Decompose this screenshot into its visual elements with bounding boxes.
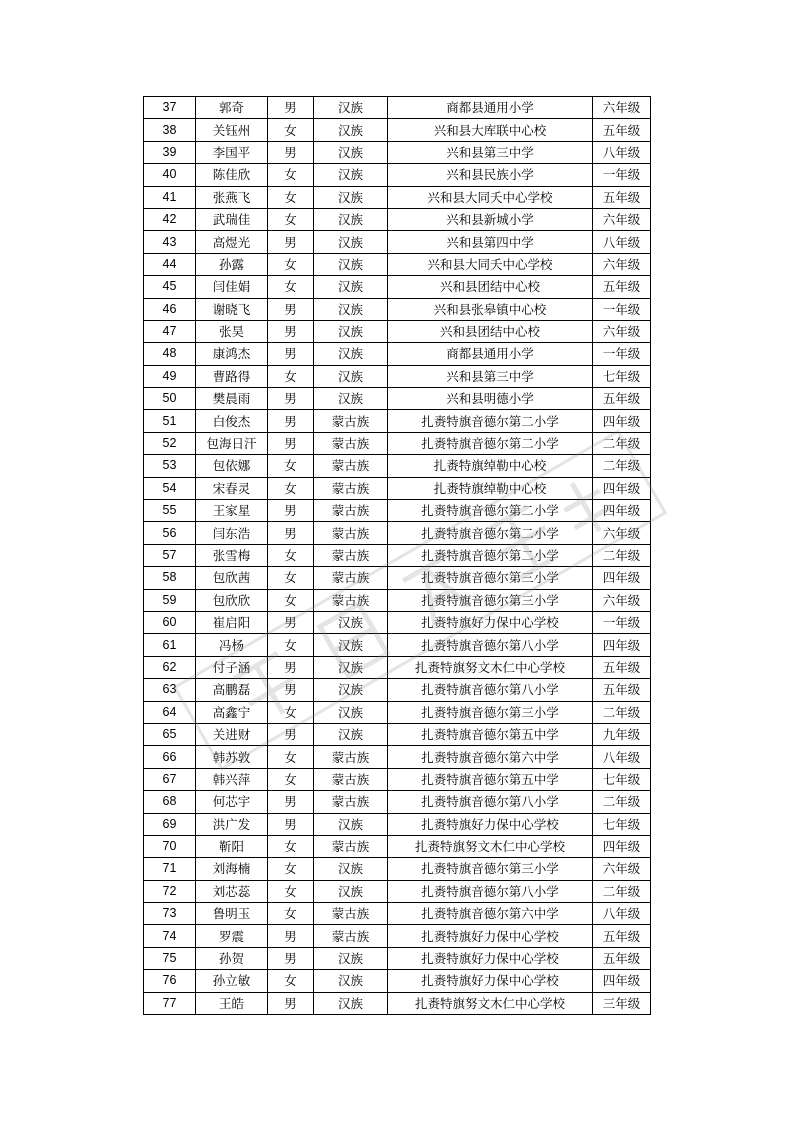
cell-ethnicity: 汉族 xyxy=(314,634,388,656)
cell-name: 靳阳 xyxy=(196,835,268,857)
cell-name: 武瑞佳 xyxy=(196,208,268,230)
cell-grade: 一年级 xyxy=(593,611,651,633)
cell-gender: 男 xyxy=(268,231,314,253)
cell-grade: 五年级 xyxy=(593,186,651,208)
cell-number: 66 xyxy=(144,746,196,768)
cell-number: 67 xyxy=(144,768,196,790)
table-row xyxy=(144,455,651,477)
cell-gender: 男 xyxy=(268,410,314,432)
cell-name: 张昊 xyxy=(196,320,268,342)
cell-name: 孙立敏 xyxy=(196,970,268,992)
cell-ethnicity: 汉族 xyxy=(314,97,388,119)
cell-ethnicity: 汉族 xyxy=(314,164,388,186)
cell-school: 兴和县第三中学 xyxy=(388,365,593,387)
table-row xyxy=(144,320,651,342)
cell-gender: 女 xyxy=(268,746,314,768)
cell-gender: 男 xyxy=(268,388,314,410)
cell-grade: 五年级 xyxy=(593,925,651,947)
cell-number: 77 xyxy=(144,992,196,1014)
cell-number: 43 xyxy=(144,231,196,253)
cell-name: 张燕飞 xyxy=(196,186,268,208)
cell-school: 扎赉特旗音德尔第五中学 xyxy=(388,768,593,790)
cell-name: 孙贺 xyxy=(196,947,268,969)
cell-grade: 五年级 xyxy=(593,679,651,701)
table-row xyxy=(144,432,651,454)
cell-number: 58 xyxy=(144,567,196,589)
cell-name: 曹路得 xyxy=(196,365,268,387)
cell-grade: 七年级 xyxy=(593,768,651,790)
table-row xyxy=(144,410,651,432)
cell-name: 韩苏敦 xyxy=(196,746,268,768)
cell-grade: 二年级 xyxy=(593,455,651,477)
cell-name: 刘芯蕊 xyxy=(196,880,268,902)
cell-ethnicity: 蒙古族 xyxy=(314,567,388,589)
cell-name: 王皓 xyxy=(196,992,268,1014)
cell-ethnicity: 汉族 xyxy=(314,343,388,365)
table-row xyxy=(144,544,651,566)
cell-grade: 四年级 xyxy=(593,835,651,857)
cell-number: 62 xyxy=(144,656,196,678)
cell-gender: 女 xyxy=(268,970,314,992)
table-row xyxy=(144,500,651,522)
cell-number: 54 xyxy=(144,477,196,499)
cell-gender: 男 xyxy=(268,813,314,835)
table-row xyxy=(144,522,651,544)
cell-ethnicity: 蒙古族 xyxy=(314,746,388,768)
cell-number: 74 xyxy=(144,925,196,947)
cell-name: 郭奇 xyxy=(196,97,268,119)
cell-gender: 女 xyxy=(268,455,314,477)
cell-gender: 女 xyxy=(268,208,314,230)
cell-name: 关进财 xyxy=(196,723,268,745)
cell-number: 68 xyxy=(144,791,196,813)
cell-school: 兴和县第三中学 xyxy=(388,141,593,163)
cell-ethnicity: 汉族 xyxy=(314,208,388,230)
cell-gender: 男 xyxy=(268,723,314,745)
cell-grade: 二年级 xyxy=(593,432,651,454)
cell-number: 47 xyxy=(144,320,196,342)
cell-number: 40 xyxy=(144,164,196,186)
cell-school: 兴和县第四中学 xyxy=(388,231,593,253)
table-row xyxy=(144,679,651,701)
cell-ethnicity: 汉族 xyxy=(314,276,388,298)
cell-school: 扎赉特旗音德尔第三小学 xyxy=(388,701,593,723)
cell-grade: 二年级 xyxy=(593,701,651,723)
table-row xyxy=(144,343,651,365)
table-row xyxy=(144,164,651,186)
table-row xyxy=(144,947,651,969)
cell-school: 扎赉特旗音德尔第三小学 xyxy=(388,589,593,611)
cell-number: 48 xyxy=(144,343,196,365)
cell-gender: 男 xyxy=(268,925,314,947)
cell-gender: 男 xyxy=(268,343,314,365)
cell-number: 63 xyxy=(144,679,196,701)
cell-number: 71 xyxy=(144,858,196,880)
cell-ethnicity: 汉族 xyxy=(314,388,388,410)
cell-number: 56 xyxy=(144,522,196,544)
roster-body xyxy=(144,97,651,1015)
cell-school: 兴和县明德小学 xyxy=(388,388,593,410)
cell-number: 53 xyxy=(144,455,196,477)
cell-ethnicity: 蒙古族 xyxy=(314,544,388,566)
cell-number: 52 xyxy=(144,432,196,454)
cell-school: 扎赉特旗音德尔第二小学 xyxy=(388,410,593,432)
table-row xyxy=(144,723,651,745)
cell-school: 扎赉特旗音德尔第八小学 xyxy=(388,880,593,902)
cell-ethnicity: 汉族 xyxy=(314,611,388,633)
cell-grade: 四年级 xyxy=(593,970,651,992)
cell-number: 45 xyxy=(144,276,196,298)
table-row xyxy=(144,611,651,633)
cell-ethnicity: 蒙古族 xyxy=(314,903,388,925)
cell-grade: 四年级 xyxy=(593,410,651,432)
cell-ethnicity: 汉族 xyxy=(314,253,388,275)
cell-gender: 男 xyxy=(268,992,314,1014)
cell-name: 白俊杰 xyxy=(196,410,268,432)
cell-school: 扎赉特旗好力保中心学校 xyxy=(388,970,593,992)
cell-number: 75 xyxy=(144,947,196,969)
cell-gender: 男 xyxy=(268,320,314,342)
cell-gender: 女 xyxy=(268,119,314,141)
table-row xyxy=(144,701,651,723)
table-row xyxy=(144,477,651,499)
cell-school: 扎赉特旗音德尔第八小学 xyxy=(388,634,593,656)
table-row xyxy=(144,298,651,320)
cell-school: 扎赉特旗努文木仁中心学校 xyxy=(388,835,593,857)
cell-grade: 四年级 xyxy=(593,567,651,589)
cell-ethnicity: 汉族 xyxy=(314,723,388,745)
cell-ethnicity: 汉族 xyxy=(314,365,388,387)
cell-gender: 女 xyxy=(268,477,314,499)
table-row xyxy=(144,791,651,813)
cell-number: 65 xyxy=(144,723,196,745)
cell-school: 扎赉特旗绰勒中心校 xyxy=(388,477,593,499)
cell-ethnicity: 汉族 xyxy=(314,992,388,1014)
cell-school: 扎赉特旗好力保中心学校 xyxy=(388,947,593,969)
cell-school: 兴和县张皋镇中心校 xyxy=(388,298,593,320)
cell-ethnicity: 汉族 xyxy=(314,231,388,253)
cell-ethnicity: 汉族 xyxy=(314,656,388,678)
table-row xyxy=(144,656,651,678)
cell-school: 扎赉特旗努文木仁中心学校 xyxy=(388,656,593,678)
cell-ethnicity: 汉族 xyxy=(314,298,388,320)
cell-gender: 女 xyxy=(268,835,314,857)
cell-school: 扎赉特旗音德尔第六中学 xyxy=(388,903,593,925)
cell-grade: 六年级 xyxy=(593,320,651,342)
cell-school: 兴和县民族小学 xyxy=(388,164,593,186)
cell-grade: 二年级 xyxy=(593,880,651,902)
cell-number: 39 xyxy=(144,141,196,163)
cell-grade: 六年级 xyxy=(593,589,651,611)
cell-number: 38 xyxy=(144,119,196,141)
cell-school: 扎赉特旗音德尔第三小学 xyxy=(388,858,593,880)
cell-gender: 男 xyxy=(268,522,314,544)
cell-number: 55 xyxy=(144,500,196,522)
cell-name: 宋春灵 xyxy=(196,477,268,499)
cell-name: 包海日汗 xyxy=(196,432,268,454)
cell-school: 扎赉特旗音德尔第二小学 xyxy=(388,500,593,522)
cell-ethnicity: 蒙古族 xyxy=(314,522,388,544)
cell-grade: 八年级 xyxy=(593,746,651,768)
cell-name: 闫东浩 xyxy=(196,522,268,544)
cell-gender: 女 xyxy=(268,567,314,589)
cell-grade: 一年级 xyxy=(593,298,651,320)
cell-grade: 八年级 xyxy=(593,141,651,163)
table-row xyxy=(144,634,651,656)
cell-ethnicity: 汉族 xyxy=(314,970,388,992)
cell-number: 76 xyxy=(144,970,196,992)
cell-ethnicity: 蒙古族 xyxy=(314,477,388,499)
cell-school: 扎赉特旗音德尔第五中学 xyxy=(388,723,593,745)
cell-school: 兴和县团结中心校 xyxy=(388,276,593,298)
cell-grade: 六年级 xyxy=(593,858,651,880)
table-row xyxy=(144,768,651,790)
cell-number: 51 xyxy=(144,410,196,432)
table-row xyxy=(144,858,651,880)
table-row xyxy=(144,208,651,230)
cell-ethnicity: 蒙古族 xyxy=(314,835,388,857)
table-row xyxy=(144,231,651,253)
cell-gender: 男 xyxy=(268,298,314,320)
cell-school: 扎赉特旗音德尔第八小学 xyxy=(388,791,593,813)
cell-school: 兴和县大库联中心校 xyxy=(388,119,593,141)
table-row xyxy=(144,880,651,902)
cell-grade: 八年级 xyxy=(593,231,651,253)
cell-number: 73 xyxy=(144,903,196,925)
cell-name: 高煜光 xyxy=(196,231,268,253)
cell-name: 鲁明玉 xyxy=(196,903,268,925)
table-row xyxy=(144,925,651,947)
cell-name: 崔启阳 xyxy=(196,611,268,633)
cell-grade: 一年级 xyxy=(593,164,651,186)
cell-ethnicity: 蒙古族 xyxy=(314,589,388,611)
cell-grade: 八年级 xyxy=(593,903,651,925)
cell-name: 韩兴萍 xyxy=(196,768,268,790)
cell-ethnicity: 汉族 xyxy=(314,813,388,835)
cell-gender: 女 xyxy=(268,544,314,566)
cell-ethnicity: 汉族 xyxy=(314,119,388,141)
cell-grade: 二年级 xyxy=(593,791,651,813)
cell-name: 洪广发 xyxy=(196,813,268,835)
cell-number: 37 xyxy=(144,97,196,119)
cell-gender: 女 xyxy=(268,253,314,275)
cell-ethnicity: 蒙古族 xyxy=(314,455,388,477)
table-row xyxy=(144,567,651,589)
cell-name: 高鑫宁 xyxy=(196,701,268,723)
table-row xyxy=(144,365,651,387)
cell-ethnicity: 蒙古族 xyxy=(314,768,388,790)
cell-grade: 五年级 xyxy=(593,276,651,298)
cell-ethnicity: 蒙古族 xyxy=(314,500,388,522)
cell-name: 冯杨 xyxy=(196,634,268,656)
cell-gender: 女 xyxy=(268,186,314,208)
cell-name: 陈佳欣 xyxy=(196,164,268,186)
cell-number: 42 xyxy=(144,208,196,230)
cell-gender: 男 xyxy=(268,679,314,701)
cell-number: 61 xyxy=(144,634,196,656)
cell-name: 孙露 xyxy=(196,253,268,275)
cell-grade: 六年级 xyxy=(593,97,651,119)
cell-name: 关钰州 xyxy=(196,119,268,141)
cell-gender: 女 xyxy=(268,858,314,880)
cell-number: 50 xyxy=(144,388,196,410)
table-row xyxy=(144,97,651,119)
cell-gender: 女 xyxy=(268,365,314,387)
cell-number: 72 xyxy=(144,880,196,902)
table-row xyxy=(144,992,651,1014)
cell-ethnicity: 蒙古族 xyxy=(314,925,388,947)
cell-school: 兴和县新城小学 xyxy=(388,208,593,230)
cell-name: 康鸿杰 xyxy=(196,343,268,365)
cell-grade: 五年级 xyxy=(593,388,651,410)
table-row xyxy=(144,835,651,857)
cell-number: 60 xyxy=(144,611,196,633)
cell-name: 李国平 xyxy=(196,141,268,163)
cell-number: 46 xyxy=(144,298,196,320)
cell-name: 包欣茜 xyxy=(196,567,268,589)
cell-grade: 六年级 xyxy=(593,253,651,275)
cell-school: 兴和县大同夭中心学校 xyxy=(388,253,593,275)
cell-number: 49 xyxy=(144,365,196,387)
cell-ethnicity: 汉族 xyxy=(314,701,388,723)
cell-ethnicity: 汉族 xyxy=(314,858,388,880)
cell-grade: 四年级 xyxy=(593,634,651,656)
cell-gender: 女 xyxy=(268,164,314,186)
cell-gender: 男 xyxy=(268,791,314,813)
cell-name: 闫佳娟 xyxy=(196,276,268,298)
cell-grade: 五年级 xyxy=(593,119,651,141)
cell-school: 商都县通用小学 xyxy=(388,343,593,365)
cell-name: 刘海楠 xyxy=(196,858,268,880)
cell-name: 樊晨雨 xyxy=(196,388,268,410)
cell-number: 44 xyxy=(144,253,196,275)
table-row xyxy=(144,119,651,141)
cell-gender: 男 xyxy=(268,656,314,678)
cell-school: 扎赉特旗音德尔第二小学 xyxy=(388,432,593,454)
cell-school: 扎赉特旗好力保中心学校 xyxy=(388,813,593,835)
cell-school: 扎赉特旗音德尔第二小学 xyxy=(388,544,593,566)
cell-ethnicity: 蒙古族 xyxy=(314,410,388,432)
cell-gender: 男 xyxy=(268,432,314,454)
cell-grade: 七年级 xyxy=(593,813,651,835)
cell-number: 41 xyxy=(144,186,196,208)
table-row xyxy=(144,253,651,275)
table-row xyxy=(144,589,651,611)
cell-school: 扎赉特旗音德尔第二小学 xyxy=(388,522,593,544)
cell-school: 扎赉特旗音德尔第八小学 xyxy=(388,679,593,701)
cell-gender: 女 xyxy=(268,634,314,656)
cell-grade: 六年级 xyxy=(593,208,651,230)
cell-name: 高鹏磊 xyxy=(196,679,268,701)
cell-school: 兴和县大同夭中心学校 xyxy=(388,186,593,208)
cell-grade: 四年级 xyxy=(593,500,651,522)
table-row xyxy=(144,186,651,208)
cell-grade: 五年级 xyxy=(593,947,651,969)
cell-gender: 女 xyxy=(268,880,314,902)
cell-grade: 二年级 xyxy=(593,544,651,566)
cell-gender: 女 xyxy=(268,768,314,790)
table-row xyxy=(144,746,651,768)
cell-school: 扎赉特旗音德尔第三小学 xyxy=(388,567,593,589)
cell-school: 扎赉特旗绰勒中心校 xyxy=(388,455,593,477)
cell-name: 何芯宇 xyxy=(196,791,268,813)
cell-number: 69 xyxy=(144,813,196,835)
cell-school: 扎赉特旗努文木仁中心学校 xyxy=(388,992,593,1014)
cell-name: 王家星 xyxy=(196,500,268,522)
table-row xyxy=(144,813,651,835)
cell-grade: 五年级 xyxy=(593,656,651,678)
cell-ethnicity: 汉族 xyxy=(314,141,388,163)
cell-school: 兴和县团结中心校 xyxy=(388,320,593,342)
cell-grade: 一年级 xyxy=(593,343,651,365)
student-roster-table xyxy=(143,96,651,1015)
cell-school: 扎赉特旗音德尔第六中学 xyxy=(388,746,593,768)
cell-ethnicity: 蒙古族 xyxy=(314,791,388,813)
cell-gender: 女 xyxy=(268,276,314,298)
cell-number: 70 xyxy=(144,835,196,857)
cell-name: 付子涵 xyxy=(196,656,268,678)
table-row xyxy=(144,388,651,410)
table-row xyxy=(144,903,651,925)
cell-school: 扎赉特旗好力保中心学校 xyxy=(388,611,593,633)
cell-number: 57 xyxy=(144,544,196,566)
cell-grade: 四年级 xyxy=(593,477,651,499)
cell-name: 张雪梅 xyxy=(196,544,268,566)
cell-number: 59 xyxy=(144,589,196,611)
cell-gender: 女 xyxy=(268,589,314,611)
cell-ethnicity: 蒙古族 xyxy=(314,432,388,454)
cell-grade: 六年级 xyxy=(593,522,651,544)
cell-gender: 男 xyxy=(268,947,314,969)
cell-name: 包欣欣 xyxy=(196,589,268,611)
cell-ethnicity: 汉族 xyxy=(314,947,388,969)
cell-school: 扎赉特旗好力保中心学校 xyxy=(388,925,593,947)
cell-ethnicity: 汉族 xyxy=(314,320,388,342)
cell-gender: 女 xyxy=(268,903,314,925)
table-row xyxy=(144,970,651,992)
cell-gender: 男 xyxy=(268,500,314,522)
cell-gender: 男 xyxy=(268,97,314,119)
cell-ethnicity: 汉族 xyxy=(314,880,388,902)
cell-ethnicity: 汉族 xyxy=(314,679,388,701)
cell-name: 谢晓飞 xyxy=(196,298,268,320)
cell-school: 商都县通用小学 xyxy=(388,97,593,119)
cell-ethnicity: 汉族 xyxy=(314,186,388,208)
cell-name: 罗震 xyxy=(196,925,268,947)
table-row xyxy=(144,141,651,163)
cell-grade: 七年级 xyxy=(593,365,651,387)
cell-gender: 男 xyxy=(268,611,314,633)
cell-grade: 三年级 xyxy=(593,992,651,1014)
table-row xyxy=(144,276,651,298)
cell-number: 64 xyxy=(144,701,196,723)
cell-gender: 男 xyxy=(268,141,314,163)
cell-gender: 女 xyxy=(268,701,314,723)
cell-grade: 九年级 xyxy=(593,723,651,745)
cell-name: 包依娜 xyxy=(196,455,268,477)
